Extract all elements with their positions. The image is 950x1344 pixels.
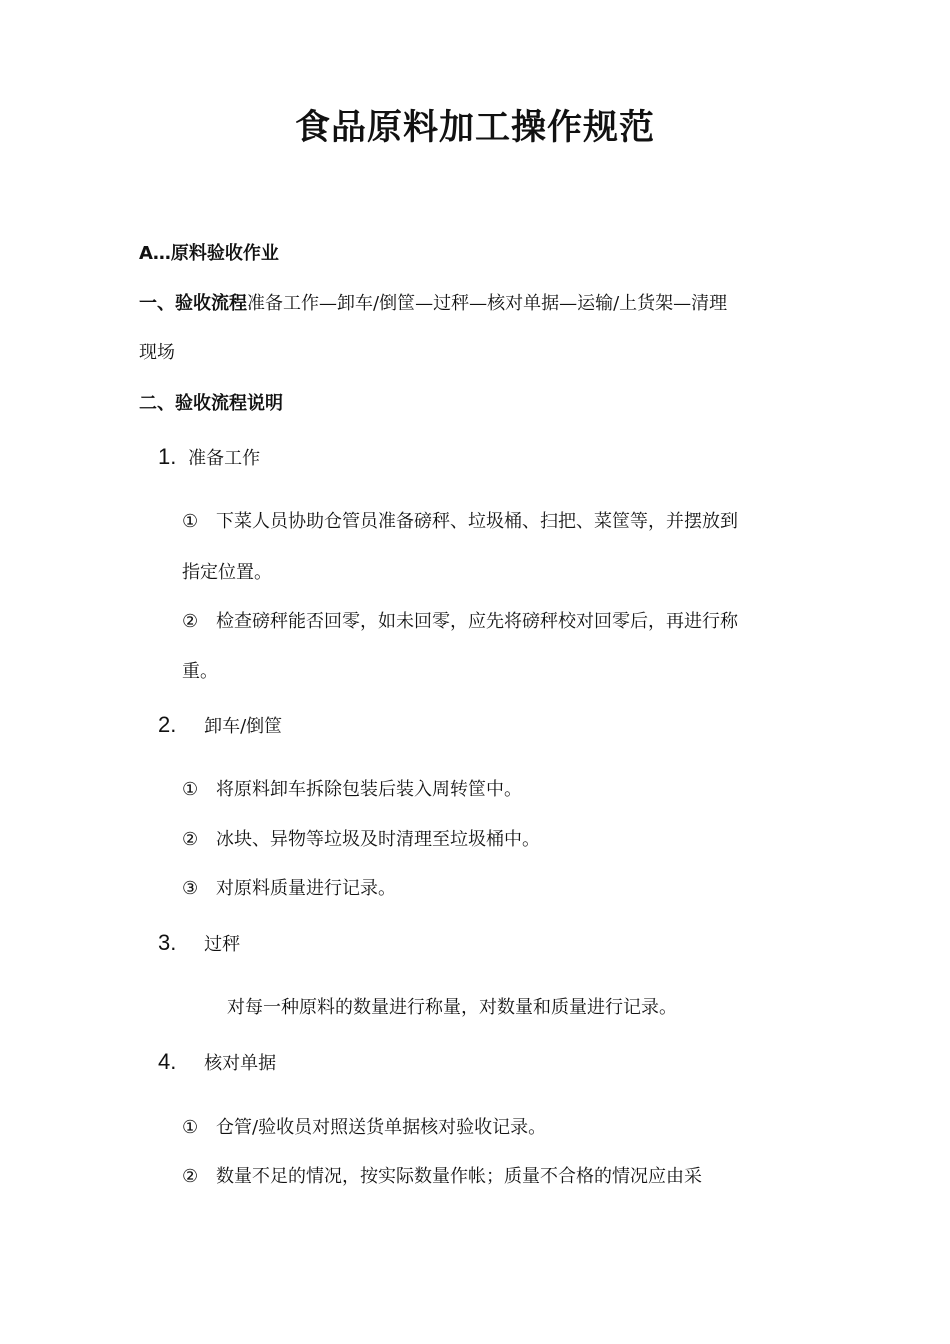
section-1-continuation: 现场 (139, 342, 175, 363)
step-number: 1. (158, 444, 177, 469)
step-1-item-2-cont: 重。 (182, 661, 218, 682)
step-2-item-2 (182, 827, 540, 853)
step-number: 2. (158, 712, 177, 737)
section-1-text: 准备工作—卸车/倒筐—过秤—核对单据—运输/上货架—清理 (247, 293, 728, 314)
list-marker: ① (182, 1117, 199, 1138)
step-3-text: 对每一种原料的数量进行称量，对数量和质量进行记录。 (227, 997, 677, 1018)
list-item-text: 下菜人员协助仓管员准备磅秤、垃圾桶、扫把、菜筐等，并摆放到 (216, 511, 738, 532)
step-title: 卸车/倒筐 (204, 716, 283, 737)
section-1-line (139, 291, 727, 317)
section-1-label: 一、验收流程 (139, 293, 247, 314)
list-marker: ② (182, 1166, 199, 1187)
step-1-item-1 (182, 509, 738, 535)
list-marker: ① (182, 779, 199, 800)
list-item-text: 仓管/验收员对照送货单据核对验收记录。 (216, 1117, 547, 1138)
step-number: 4. (158, 1049, 177, 1074)
list-marker: ② (182, 829, 199, 850)
step-3-heading (158, 930, 240, 958)
list-marker: ② (182, 611, 199, 632)
list-item-text: 数量不足的情况，按实际数量作帐；质量不合格的情况应由采 (216, 1166, 702, 1187)
step-2-heading (158, 712, 282, 740)
list-marker: ③ (182, 878, 199, 899)
list-item-text: 冰块、异物等垃圾及时清理至垃圾桶中。 (216, 829, 540, 850)
step-4-item-2 (182, 1164, 702, 1190)
section-2-heading: 二、验收流程说明 (139, 393, 283, 414)
document-title: 食品原料加工操作规范 (294, 107, 655, 148)
list-marker: ① (182, 511, 199, 532)
list-item-text: 对原料质量进行记录。 (216, 878, 396, 899)
step-2-item-1 (182, 777, 522, 803)
list-item-text: 将原料卸车拆除包装后装入周转筐中。 (216, 779, 522, 800)
step-1-item-1-cont: 指定位置。 (182, 562, 272, 583)
step-title: 过秤 (204, 934, 241, 955)
step-4-item-1 (182, 1115, 546, 1141)
step-number: 3. (158, 930, 177, 955)
step-1-item-2 (182, 609, 738, 635)
list-item-text: 检查磅秤能否回零，如未回零，应先将磅秤校对回零后，再进行称 (216, 611, 738, 632)
step-title: 核对单据 (204, 1053, 277, 1074)
step-2-item-3 (182, 876, 396, 902)
step-title: 准备工作 (188, 448, 261, 469)
section-a-heading: A…原料验收作业 (139, 243, 279, 264)
step-1-heading (158, 444, 260, 472)
step-4-heading (158, 1049, 276, 1077)
